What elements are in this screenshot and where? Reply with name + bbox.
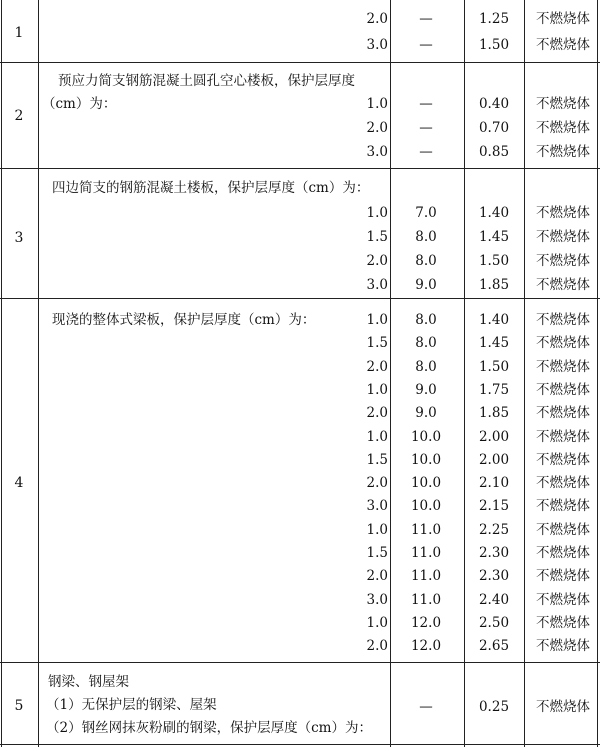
fire-limit-value: 1.75 [478,381,510,398]
section-number: 2 [14,108,24,124]
thickness-value: 10.0 [410,498,442,515]
section-divider [0,662,600,663]
combustibility-class: 不燃烧体 [536,591,590,608]
thickness-value: — [419,37,433,53]
fire-limit-value: 2.10 [478,475,510,492]
section-divider [0,62,600,63]
section-description: （2）钢丝网抹灰粉刷的钢梁，保护层厚度（cm）为： [46,720,372,736]
thickness-value: 8.0 [415,358,437,375]
thickness-value: — [419,699,433,715]
fire-limit-value: 1.25 [478,11,510,27]
cover-value: 1.0 [366,312,388,328]
cover-value: 1.0 [366,521,388,538]
cover-value: 1.5 [366,229,388,245]
combustibility-class: 不燃烧体 [536,312,590,328]
fire-limit-value: 1.45 [478,335,510,352]
section-divider [0,168,600,169]
cover-value: 2.0 [366,120,388,136]
combustibility-class: 不燃烧体 [536,205,590,221]
cover-value: 2.0 [366,568,388,585]
cover-value: 1.5 [366,451,388,468]
table-border-bottom [0,744,600,745]
combustibility-class: 不燃烧体 [536,96,590,112]
fire-limit-value: 1.40 [478,205,510,221]
column-divider [524,0,525,747]
section-number: 5 [14,698,24,714]
combustibility-class: 不燃烧体 [536,428,590,445]
combustibility-class: 不燃烧体 [536,335,590,352]
fire-limit-value: 0.40 [478,96,510,112]
combustibility-class: 不燃烧体 [536,277,590,293]
combustibility-class: 不燃烧体 [536,545,590,561]
cover-value: 2.0 [366,638,388,655]
thickness-value: — [419,144,433,160]
combustibility-class: 不燃烧体 [536,521,590,538]
combustibility-class: 不燃烧体 [536,229,590,245]
fire-limit-value: 1.50 [478,253,510,269]
section-number: 1 [14,25,24,41]
thickness-value: — [419,11,433,27]
fire-limit-value: 2.30 [478,545,510,561]
thickness-value: 10.0 [410,428,442,445]
combustibility-class: 不燃烧体 [536,144,590,160]
fire-limit-value: 0.85 [478,144,510,160]
cover-value: 3.0 [366,37,388,53]
section-description: （1）无保护层的钢梁、屋架 [46,697,217,713]
fire-limit-value: 2.65 [478,638,510,655]
section-description: 四边简支的钢筋混凝土楼板，保护层厚度（cm）为： [52,180,370,196]
cover-value: 1.0 [366,428,388,445]
cover-value: 3.0 [366,498,388,515]
cover-value: 3.0 [366,591,388,608]
thickness-value: — [419,96,433,112]
combustibility-class: 不燃烧体 [536,568,590,585]
cover-value: 1.0 [366,614,388,631]
combustibility-class: 不燃烧体 [536,405,590,422]
cover-value: 1.5 [366,545,388,561]
thickness-value: 11.0 [410,545,442,561]
cover-value: 1.0 [366,96,388,112]
fire-limit-value: 2.15 [478,498,510,515]
thickness-value: 11.0 [410,568,442,585]
fire-limit-value: 1.50 [478,358,510,375]
fire-limit-value: 0.70 [478,120,510,136]
cover-value: 3.0 [366,277,388,293]
combustibility-class: 不燃烧体 [536,37,590,53]
thickness-value: 11.0 [410,591,442,608]
fire-limit-value: 2.50 [478,614,510,631]
thickness-value: 12.0 [410,638,442,655]
cover-value: 2.0 [366,405,388,422]
combustibility-class: 不燃烧体 [536,614,590,631]
combustibility-class: 不燃烧体 [536,475,590,492]
thickness-value: 8.0 [415,253,437,269]
thickness-value: 9.0 [415,381,437,398]
thickness-value: 9.0 [415,405,437,422]
thickness-value: 8.0 [415,312,437,328]
thickness-value: 8.0 [415,229,437,245]
fire-limit-value: 1.85 [478,277,510,293]
combustibility-class: 不燃烧体 [536,638,590,655]
combustibility-class: 不燃烧体 [536,451,590,468]
combustibility-class: 不燃烧体 [536,11,590,27]
section-description: （cm）为： [42,96,117,112]
thickness-value: 10.0 [410,475,442,492]
fire-limit-value: 1.40 [478,312,510,328]
cover-value: 1.5 [366,335,388,352]
fire-limit-value: 1.50 [478,37,510,53]
combustibility-class: 不燃烧体 [536,120,590,136]
fire-limit-value: 2.00 [478,428,510,445]
cover-value: 3.0 [366,144,388,160]
column-divider [38,0,39,747]
cover-value: 2.0 [366,253,388,269]
section-number: 3 [14,230,24,246]
combustibility-class: 不燃烧体 [536,253,590,269]
combustibility-class: 不燃烧体 [536,699,590,715]
fire-limit-value: 2.25 [478,521,510,538]
cover-value: 1.0 [366,381,388,398]
fire-limit-value: 1.45 [478,229,510,245]
fire-limit-value: 1.85 [478,405,510,422]
cover-value: 2.0 [366,358,388,375]
section-divider [0,298,600,299]
thickness-value: 7.0 [415,205,437,221]
combustibility-class: 不燃烧体 [536,381,590,398]
combustibility-class: 不燃烧体 [536,498,590,515]
cover-value: 1.0 [366,205,388,221]
section-description: 预应力简支钢筋混凝土圆孔空心楼板，保护层厚度 [58,73,355,89]
thickness-value: — [419,120,433,136]
cover-value: 2.0 [366,475,388,492]
fire-limit-value: 2.00 [478,451,510,468]
thickness-value: 8.0 [415,335,437,352]
section-description: 钢梁、钢屋架 [48,674,129,690]
cover-value: 2.0 [366,11,388,27]
section-number: 4 [14,475,24,491]
thickness-value: 11.0 [410,521,442,538]
combustibility-class: 不燃烧体 [536,358,590,375]
fire-limit-value: 2.40 [478,591,510,608]
fire-limit-value: 2.30 [478,568,510,585]
thickness-value: 9.0 [415,277,437,293]
fire-limit-value: 0.25 [478,699,510,715]
section-description: 现浇的整体式梁板，保护层厚度（cm）为： [52,312,316,328]
thickness-value: 12.0 [410,614,442,631]
thickness-value: 10.0 [410,451,442,468]
